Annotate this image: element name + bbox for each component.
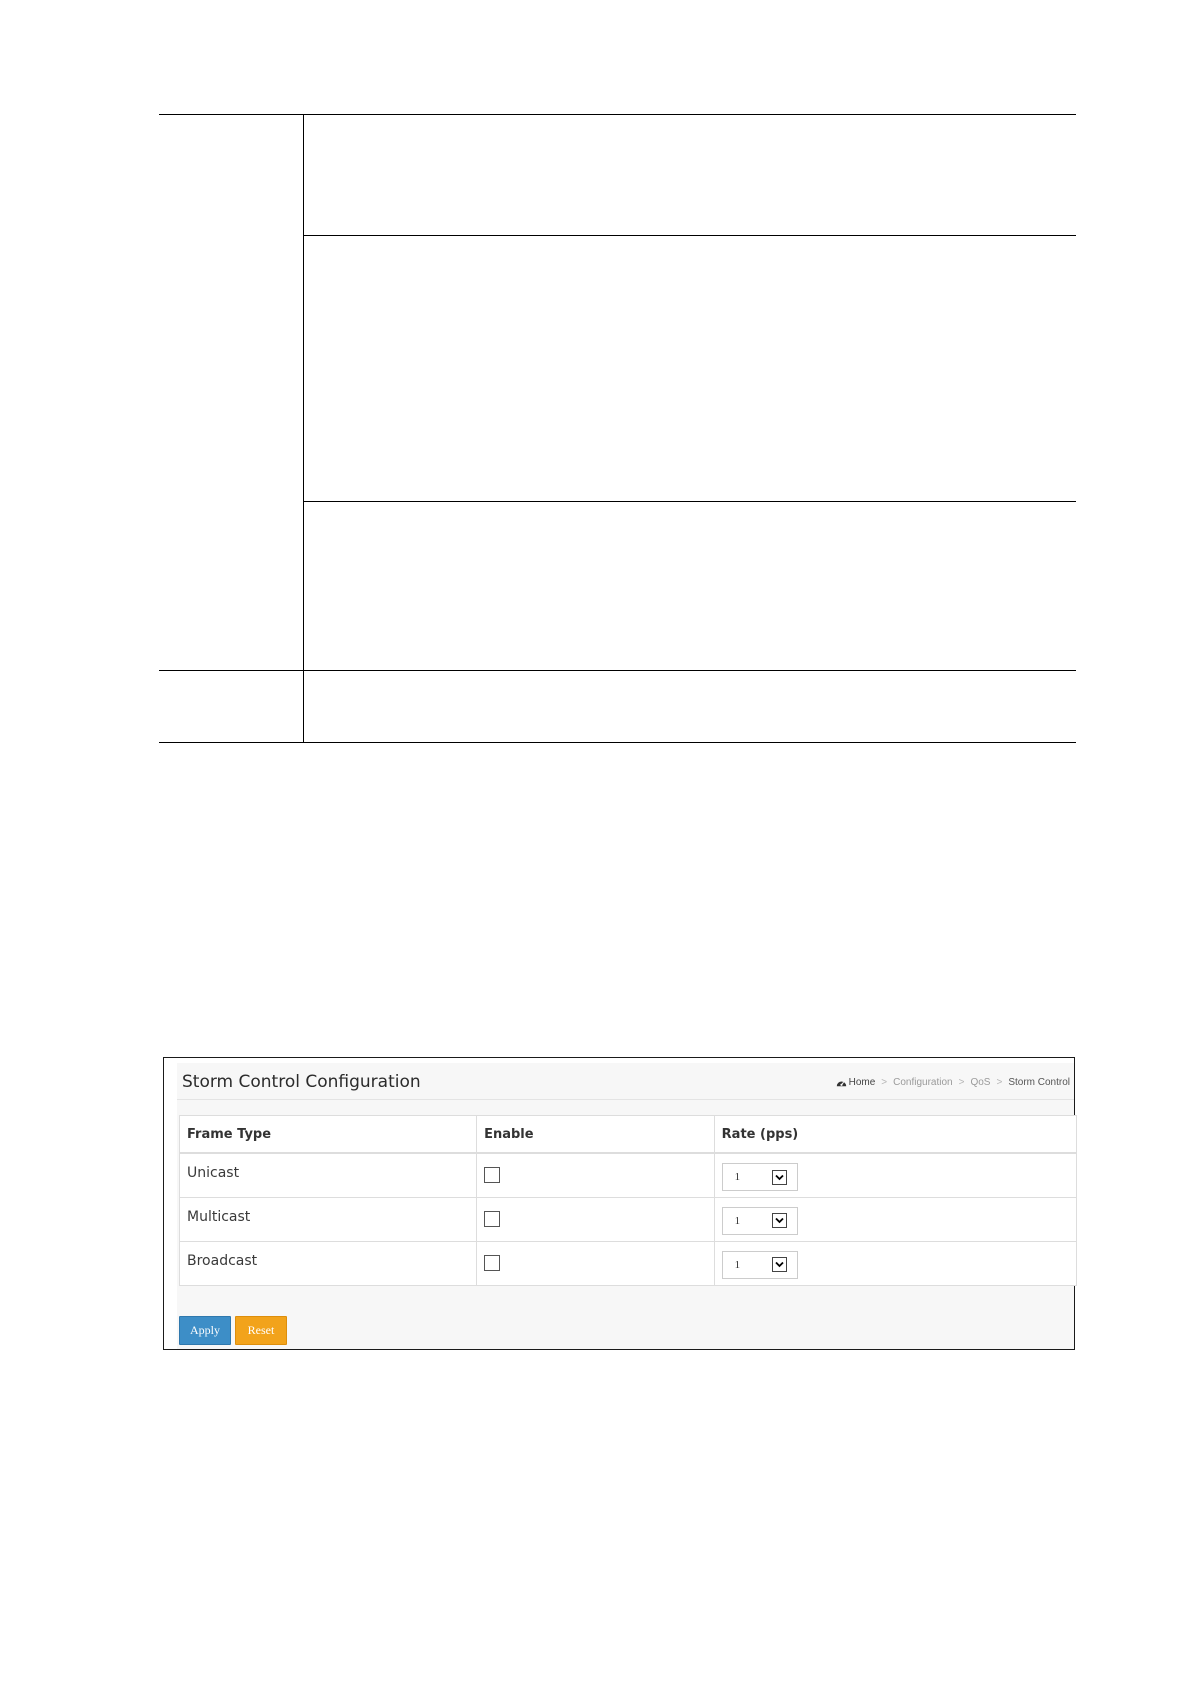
broadcast-rate-select[interactable] [722, 1251, 798, 1279]
unicast-enable-checkbox[interactable] [484, 1167, 500, 1183]
breadcrumb-home[interactable] [836, 1077, 876, 1088]
table-bottom-border [159, 742, 1076, 743]
breadcrumb-item-configuration[interactable]: Configuration [893, 1077, 953, 1088]
column-header-enable: Enable [477, 1116, 715, 1154]
multicast-enable-checkbox[interactable] [484, 1211, 500, 1227]
frame-type-cell: Unicast [180, 1153, 477, 1197]
reset-button[interactable]: Reset [235, 1316, 287, 1345]
storm-control-screenshot [163, 1057, 1075, 1350]
column-header-frame-type: Frame Type [180, 1116, 477, 1154]
enable-cell [477, 1197, 715, 1241]
multicast-rate-select[interactable] [722, 1207, 798, 1235]
breadcrumb-separator: > [996, 1077, 1003, 1088]
table-row-divider [159, 670, 1076, 671]
table-row-divider [304, 501, 1076, 502]
page-title: Storm Control Configuration [182, 1072, 421, 1092]
table-top-border [159, 114, 1076, 115]
rate-cell [714, 1241, 1076, 1285]
breadcrumb-separator: > [958, 1077, 965, 1088]
frame-type-cell: Multicast [180, 1197, 477, 1241]
select-value: 1 [734, 1171, 741, 1183]
enable-cell [477, 1241, 715, 1285]
table-row-broadcast [180, 1241, 1077, 1285]
table-row-unicast [180, 1153, 1077, 1197]
table-row-divider [304, 235, 1076, 236]
document-table [159, 114, 1076, 743]
breadcrumb [836, 1077, 1070, 1088]
chevron-down-icon [772, 1170, 787, 1185]
select-value: 1 [734, 1214, 741, 1227]
broadcast-enable-checkbox[interactable] [484, 1255, 500, 1271]
column-header-rate: Rate (pps) [714, 1116, 1076, 1154]
rate-cell [714, 1197, 1076, 1241]
table-header-row [180, 1116, 1077, 1154]
table-row-multicast [180, 1197, 1077, 1241]
table-column-divider [303, 114, 304, 743]
storm-control-panel [177, 1063, 1074, 1349]
apply-button[interactable]: Apply [179, 1316, 231, 1345]
dashboard-icon [836, 1078, 847, 1087]
frame-type-cell: Broadcast [180, 1241, 477, 1285]
unicast-rate-select[interactable] [722, 1163, 798, 1191]
breadcrumb-home-label: Home [848, 1077, 876, 1088]
breadcrumb-item-qos[interactable]: QoS [970, 1077, 991, 1088]
storm-control-table [179, 1115, 1077, 1286]
rate-cell [714, 1153, 1076, 1197]
select-value: 1 [734, 1258, 741, 1271]
enable-cell [477, 1153, 715, 1197]
chevron-down-icon [772, 1213, 787, 1228]
panel-header [177, 1063, 1074, 1100]
breadcrumb-separator: > [881, 1077, 888, 1088]
breadcrumb-current: Storm Control [1008, 1077, 1070, 1088]
chevron-down-icon [772, 1257, 787, 1272]
